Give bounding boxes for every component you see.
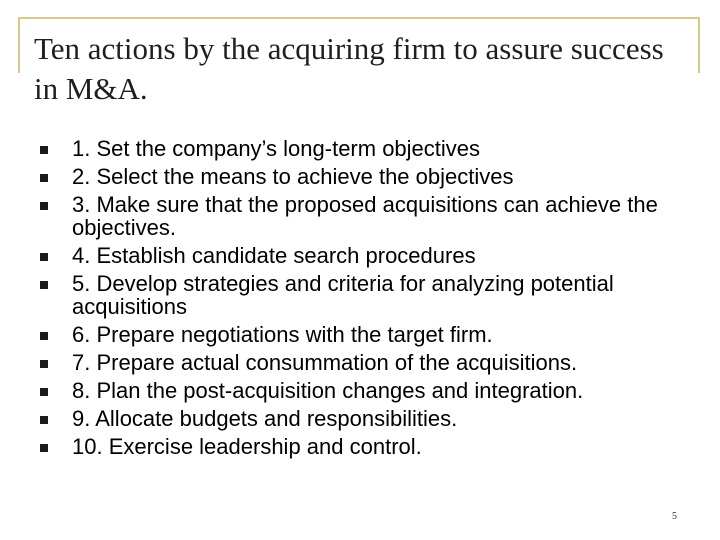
list-item <box>36 323 686 346</box>
list-item-text: 2. Select the means to achieve the objectives <box>72 164 514 189</box>
list-item-text: 10. Exercise leadership and control. <box>72 434 422 459</box>
frame-left-line <box>18 17 20 73</box>
square-bullet-icon <box>40 416 48 424</box>
list-item <box>36 351 686 374</box>
square-bullet-icon <box>40 202 48 210</box>
list-item-text: 7. Prepare actual consummation of the acquisitions. <box>72 350 578 375</box>
list-item-text: 8. Plan the post-acquisition changes and integration. <box>72 378 584 403</box>
frame-right-line <box>698 17 700 73</box>
square-bullet-icon <box>40 146 48 154</box>
list-item <box>36 165 686 188</box>
square-bullet-icon <box>40 253 48 261</box>
square-bullet-icon <box>40 388 48 396</box>
list-item-text: 3. Make sure that the proposed acquisitions can achieve the objectives. <box>72 192 658 240</box>
square-bullet-icon <box>40 281 48 289</box>
frame-top-line <box>18 17 698 19</box>
list-item-text: 1. Set the company’s long-term objectives <box>72 136 481 161</box>
square-bullet-icon <box>40 444 48 452</box>
list-item <box>36 272 686 318</box>
square-bullet-icon <box>40 360 48 368</box>
square-bullet-icon <box>40 332 48 340</box>
list-item <box>36 193 686 239</box>
square-bullet-icon <box>40 174 48 182</box>
list-item <box>36 407 686 430</box>
bullet-list <box>36 137 686 463</box>
list-item <box>36 435 686 458</box>
list-item-text: 4. Establish candidate search procedures <box>72 243 476 268</box>
list-item <box>36 244 686 267</box>
list-item-text: 9. Allocate budgets and responsibilities. <box>72 406 458 431</box>
slide-title: Ten actions by the acquiring firm to assure success in M&A. <box>34 31 664 106</box>
list-item-text: 6. Prepare negotiations with the target firm. <box>72 322 493 347</box>
page-number: 5 <box>672 511 677 522</box>
list-item <box>36 379 686 402</box>
list-item <box>36 137 686 160</box>
list-item-text: 5. Develop strategies and criteria for analyzing potential acquisitions <box>72 271 614 319</box>
